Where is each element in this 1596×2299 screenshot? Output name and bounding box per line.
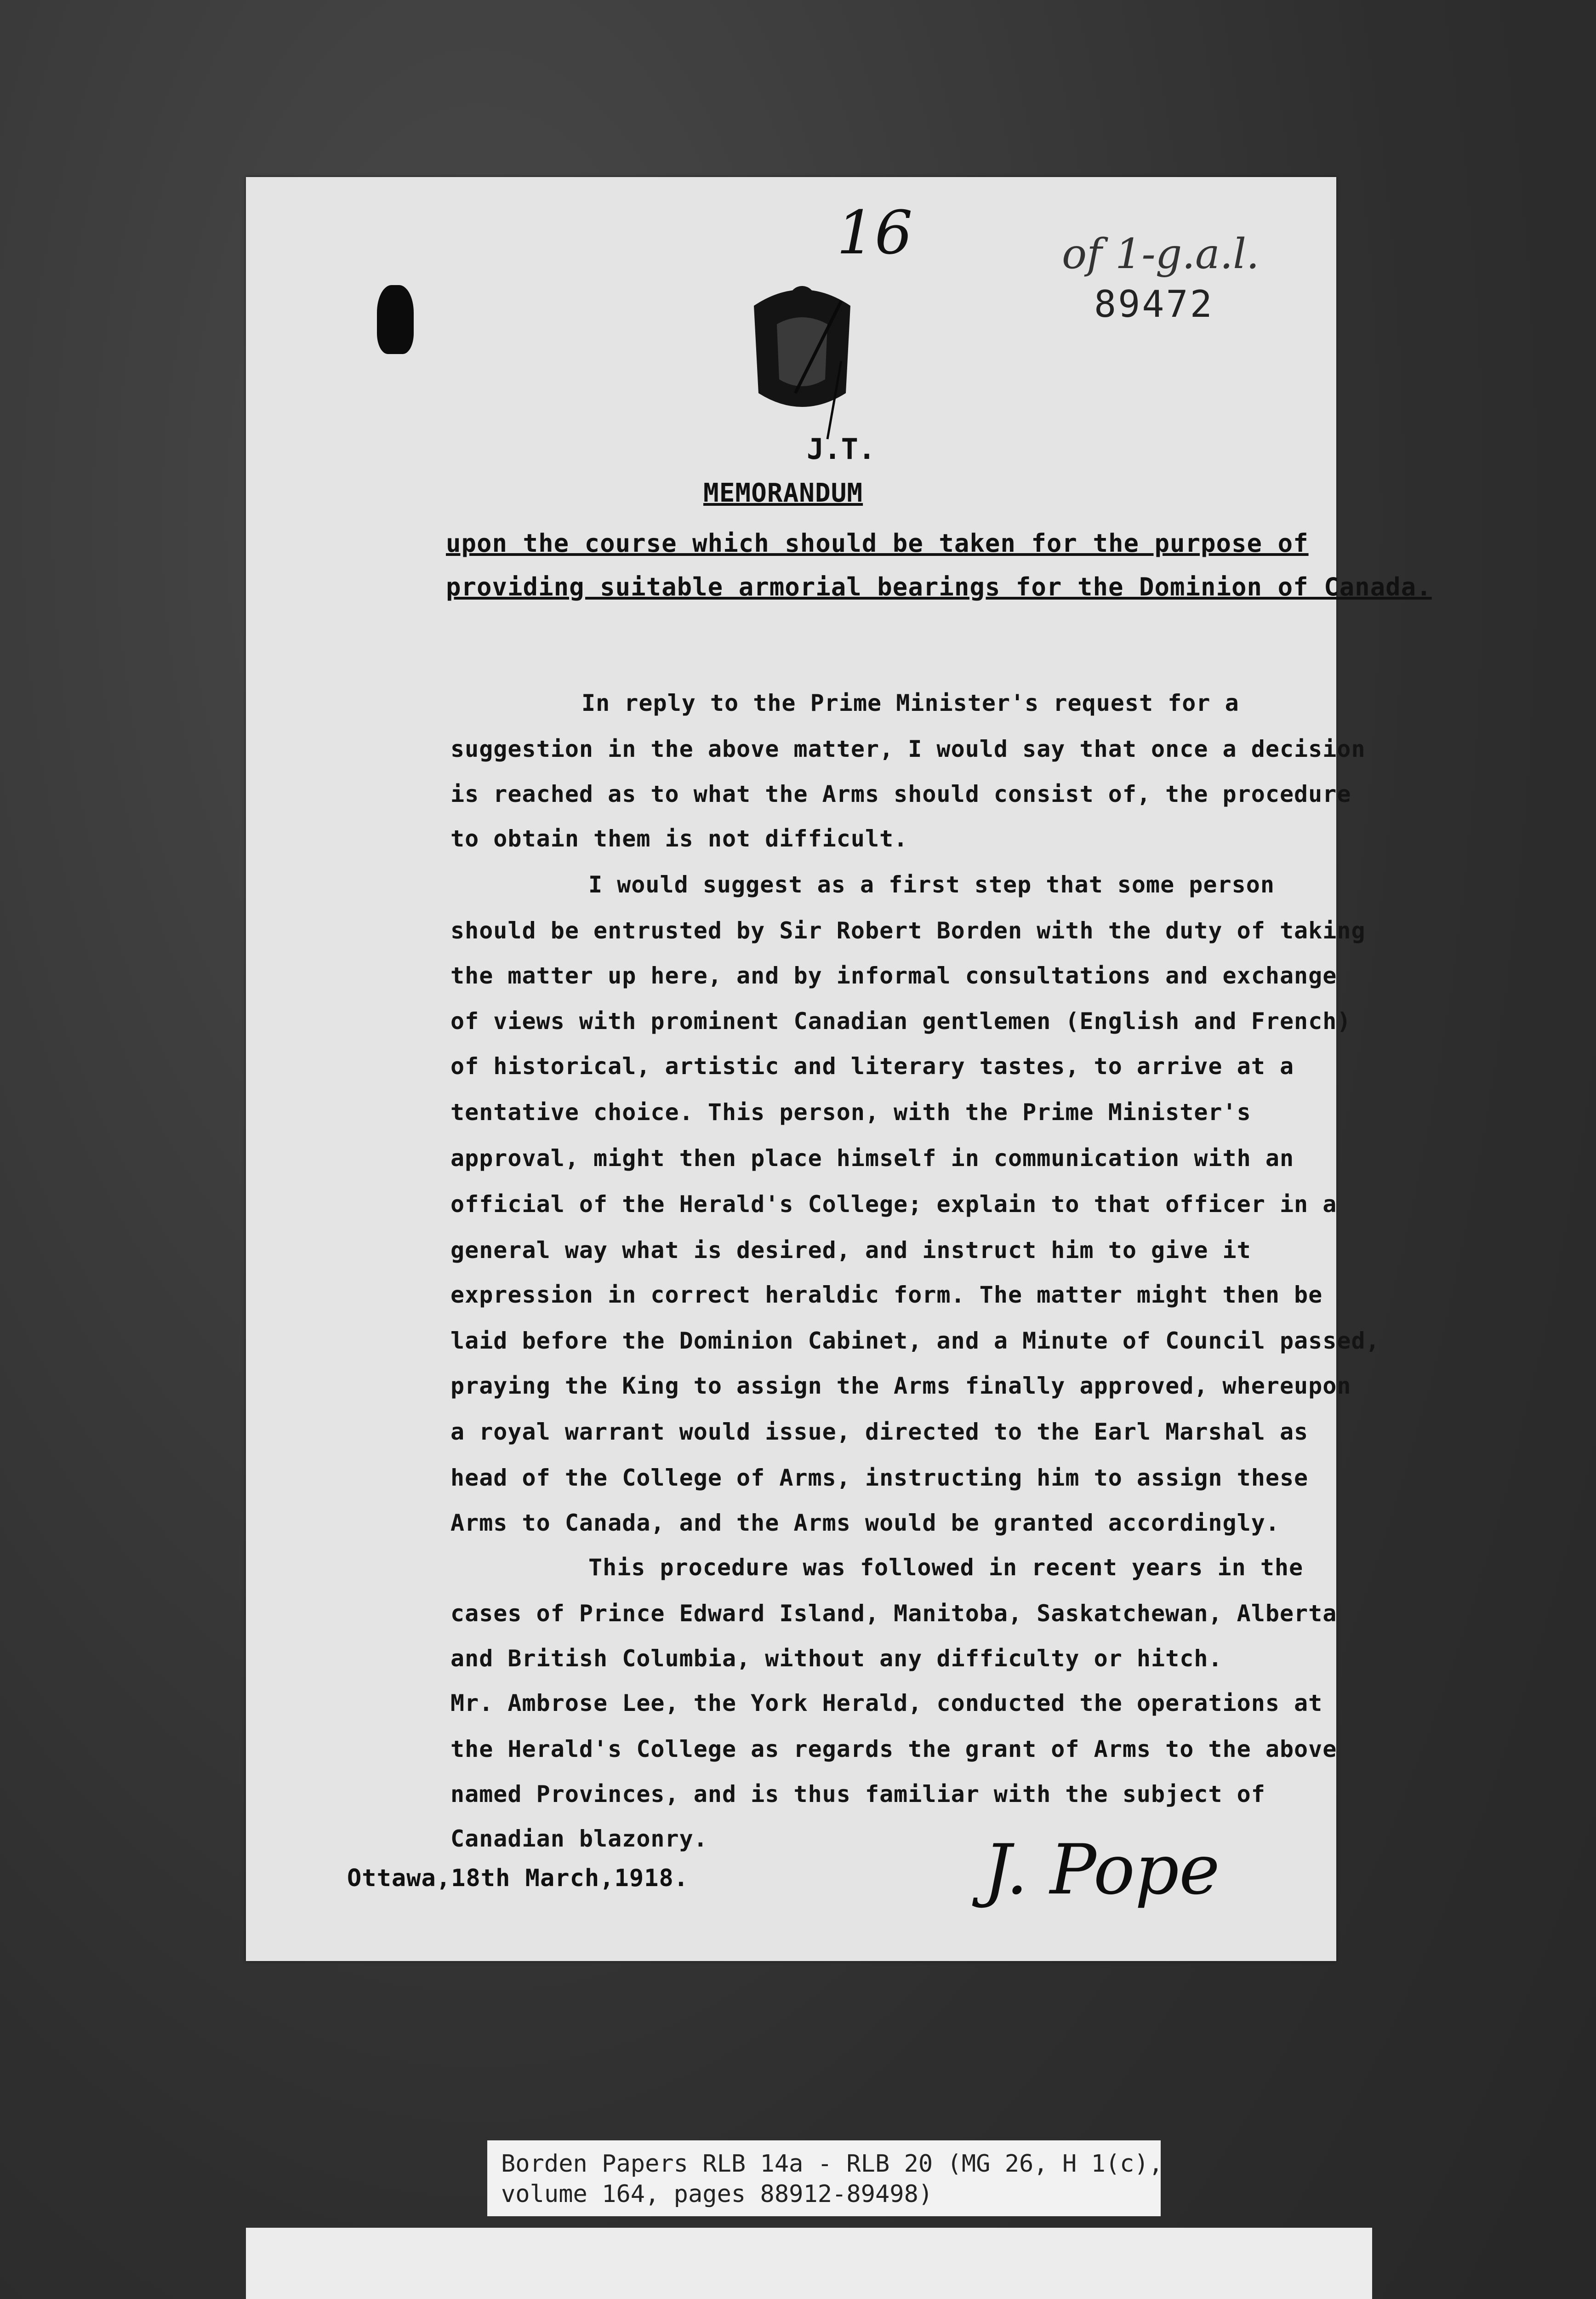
body-line: I would suggest as a first step that some person — [588, 871, 1275, 898]
punch-hole-mark — [377, 285, 414, 354]
archives-title-card — [246, 2228, 1372, 2299]
body-line: general way what is desired, and instruct him to give it — [450, 1237, 1251, 1264]
body-line: Arms to Canada, and the Arms would be granted accordingly. — [450, 1510, 1280, 1536]
body-line: to obtain them is not difficult. — [450, 825, 908, 852]
body-line: praying the King to assign the Arms finally approved, whereupon — [450, 1373, 1351, 1399]
body-line: a royal warrant would issue, directed to the Earl Marshal as — [450, 1418, 1309, 1445]
handwritten-folio-number: 16 — [837, 198, 913, 268]
citation-line: Borden Papers RLB 14a - RLB 20 (MG 26, H 1(c), — [501, 2150, 1163, 2178]
body-line: should be entrusted by Sir Robert Borden with the duty of taking — [450, 917, 1366, 944]
body-line: laid before the Dominion Cabinet, and a Minute of Council passed, — [450, 1327, 1380, 1354]
body-line: In reply to the Prime Minister's request for a — [581, 690, 1239, 716]
body-line: expression in correct heraldic form. The matter might then be — [450, 1281, 1323, 1308]
office-initials-mark: J.T. — [807, 432, 876, 466]
body-line: Canadian blazonry. — [450, 1825, 708, 1852]
body-line: named Provinces, and is thus familiar with the subject of — [450, 1781, 1265, 1807]
source-citation-label — [487, 2140, 1161, 2216]
body-line: official of the Herald's College; explain to that officer in a — [450, 1191, 1337, 1218]
handwritten-signature: J. Pope — [984, 1830, 1220, 1910]
body-line: tentative choice. This person, with the Prime Minister's — [450, 1099, 1251, 1126]
place-and-date: Ottawa,18th March,1918. — [347, 1864, 689, 1892]
stamped-page-number: 89472 — [1094, 283, 1214, 326]
body-line: the Herald's College as regards the grant of Arms to the above — [450, 1736, 1337, 1762]
body-line: of historical, artistic and literary tastes, to arrive at a — [450, 1053, 1294, 1080]
body-line: is reached as to what the Arms should consist of, the procedure — [450, 781, 1351, 807]
body-line: the matter up here, and by informal consultations and exchange — [450, 962, 1337, 989]
subject-line: providing suitable armorial bearings for the Dominion of Canada. — [446, 572, 1432, 601]
body-line: Mr. Ambrose Lee, the York Herald, conducted the operations at — [450, 1690, 1323, 1716]
body-line: approval, might then place himself in communication with an — [450, 1145, 1294, 1172]
body-line: cases of Prince Edward Island, Manitoba, Saskatchewan, Alberta — [450, 1600, 1337, 1627]
handwritten-reference: of 1-g.a.l. — [1062, 230, 1260, 278]
department-seal-stamp — [726, 255, 878, 448]
subject-line: upon the course which should be taken for the purpose of — [446, 529, 1309, 558]
citation-line: volume 164, pages 88912-89498) — [501, 2180, 933, 2208]
body-line: of views with prominent Canadian gentlemen (English and French) — [450, 1008, 1351, 1035]
memorandum-heading: MEMORANDUM — [703, 478, 863, 508]
body-line: This procedure was followed in recent years in the — [588, 1554, 1304, 1581]
body-line: head of the College of Arms, instructing him to assign these — [450, 1464, 1309, 1491]
body-line: suggestion in the above matter, I would say that once a decision — [450, 736, 1366, 762]
body-line: and British Columbia, without any difficulty or hitch. — [450, 1645, 1223, 1672]
coat-of-arms-seal-icon — [726, 255, 878, 448]
